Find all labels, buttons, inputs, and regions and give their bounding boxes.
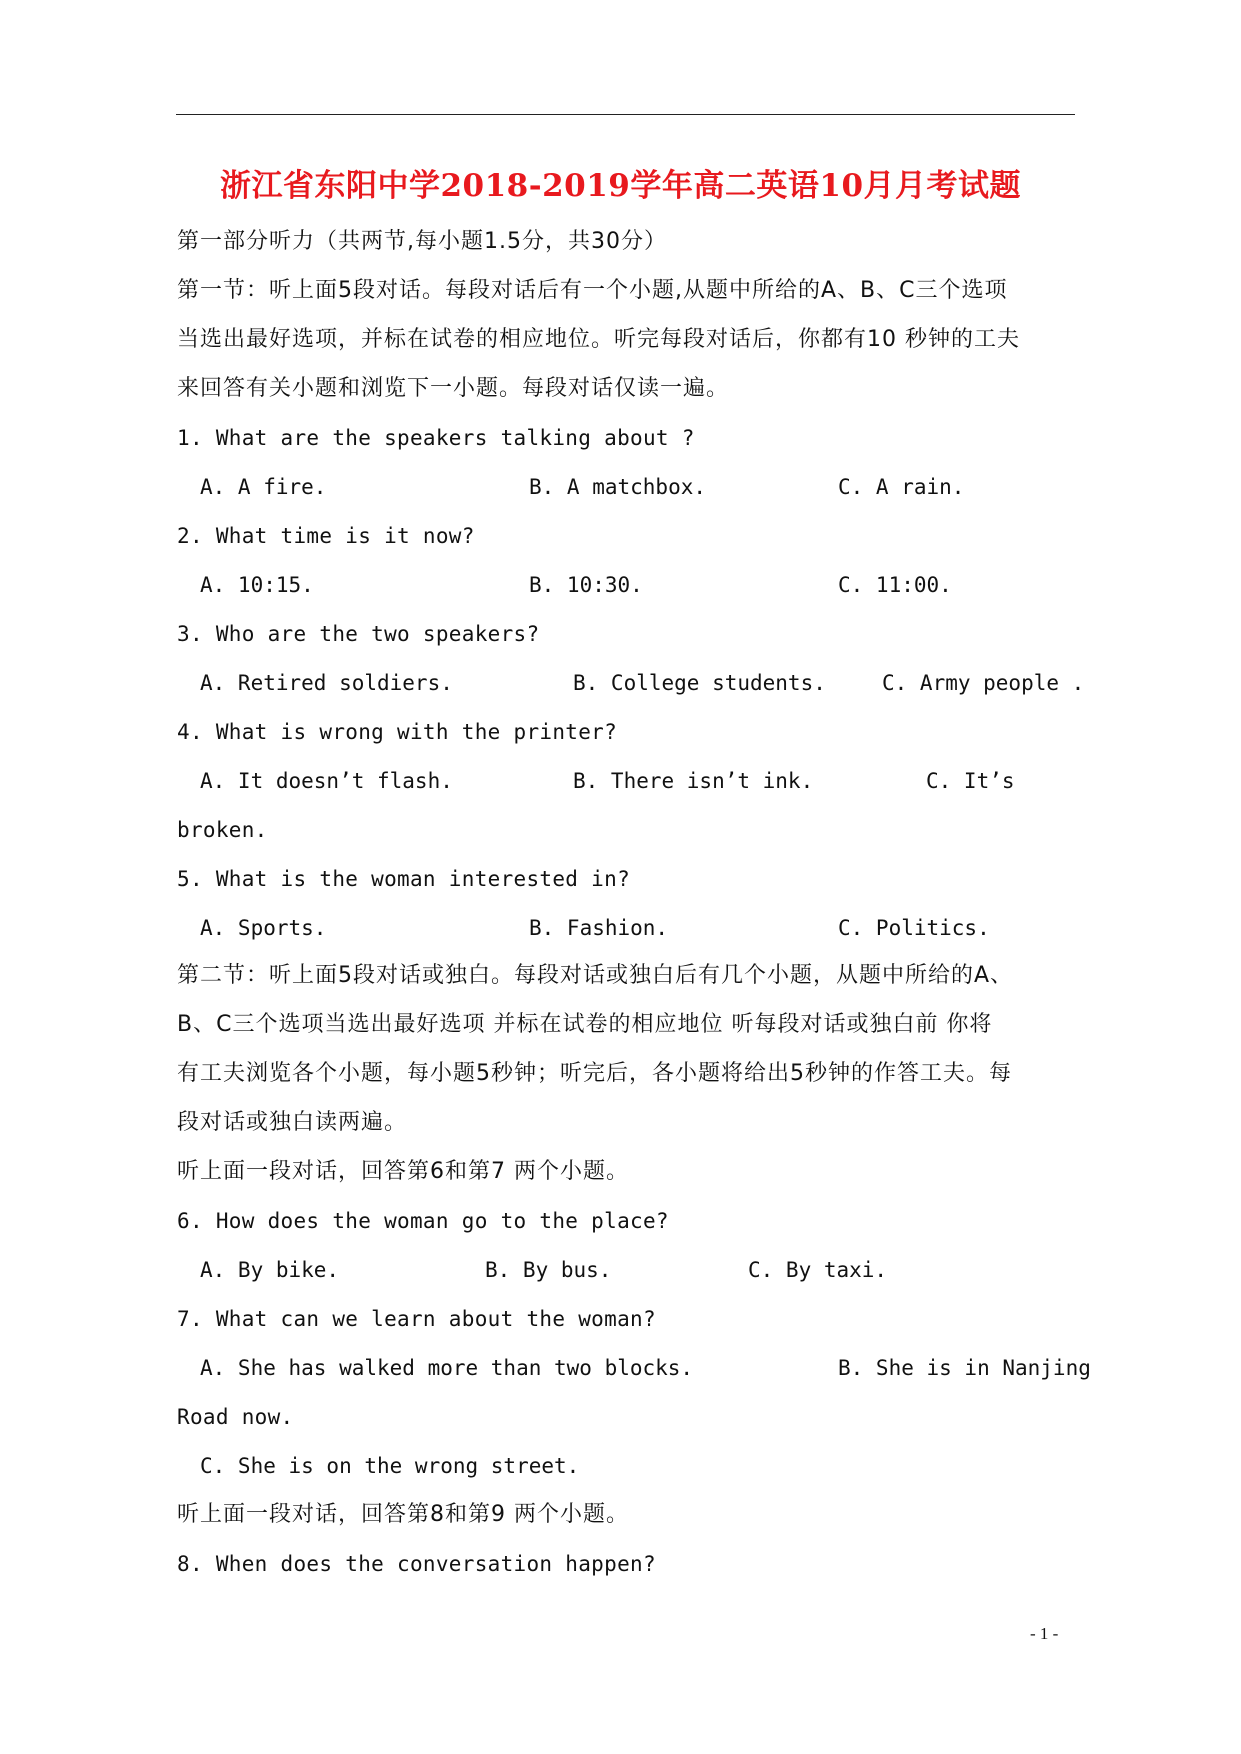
- question-7-option-c: C. She is on the wrong street.: [200, 1454, 580, 1478]
- question-3-option-b: B. College students.: [573, 671, 826, 695]
- section1-line3: 来回答有关小题和浏览下一小题。每段对话仅读一遍。: [177, 376, 730, 401]
- page-number: - 1 -: [1030, 1624, 1059, 1643]
- question-2-option-b: B. 10:30.: [529, 573, 643, 597]
- question-5-option-b: B. Fashion.: [529, 916, 669, 940]
- question-7-stem: 7. What can we learn about the woman?: [177, 1307, 656, 1331]
- header-rule: [176, 114, 1075, 115]
- question-7-option-b: B. She is in Nanjing: [838, 1356, 1091, 1380]
- question-1-stem: 1. What are the speakers talking about ?: [177, 426, 695, 450]
- instruction-questions-8-9: 听上面一段对话，回答第8和第9 两个小题。: [177, 1502, 629, 1527]
- question-2-option-a: A. 10:15.: [200, 573, 314, 597]
- part1-heading: 第一部分听力（共两节,每小题1.5分，共30分）: [177, 229, 667, 254]
- question-6-option-a: A. By bike.: [200, 1258, 340, 1282]
- question-7-option-b-continued: Road now.: [177, 1405, 294, 1429]
- section2-line1: 第二节：听上面5段对话或独白。每段对话或独白后有几个小题，从题中所给的A、: [177, 963, 1014, 988]
- question-1-option-b: B. A matchbox.: [529, 475, 707, 499]
- question-2-option-c: C. 11:00.: [838, 573, 952, 597]
- question-6-stem: 6. How does the woman go to the place?: [177, 1209, 669, 1233]
- page-title: 浙江省东阳中学2018-2019学年高二英语10月月考试题: [219, 168, 1022, 204]
- section2-line4: 段对话或独白读两遍。: [177, 1110, 408, 1135]
- question-4-option-c: C. It’s: [926, 769, 1015, 793]
- question-3-option-a: A. Retired soldiers.: [200, 671, 453, 695]
- question-7-option-a: A. She has walked more than two blocks.: [200, 1356, 694, 1380]
- question-8-stem: 8. When does the conversation happen?: [177, 1552, 656, 1576]
- question-2-stem: 2. What time is it now?: [177, 524, 475, 548]
- question-5-stem: 5. What is the woman interested in?: [177, 867, 631, 891]
- question-6-option-b: B. By bus.: [485, 1258, 612, 1282]
- question-6-option-c: C. By taxi.: [748, 1258, 888, 1282]
- question-4-option-b: B. There isn’t ink.: [573, 769, 814, 793]
- question-1-option-a: A. A fire.: [200, 475, 327, 499]
- instruction-questions-6-7: 听上面一段对话，回答第6和第7 两个小题。: [177, 1159, 629, 1184]
- section2-line2: B、C三个选项当选出最好选项 并标在试卷的相应地位 听每段对话或独白前 你将: [177, 1012, 993, 1037]
- question-4-option-c-continued: broken.: [177, 818, 268, 842]
- question-3-option-c: C. Army people .: [882, 671, 1085, 695]
- section1-line2: 当选出最好选项，并标在试卷的相应地位。听完每段对话后，你都有10 秒钟的工夫: [177, 327, 1020, 352]
- question-5-option-c: C. Politics.: [838, 916, 990, 940]
- section1-line1: 第一节：听上面5段对话。每段对话后有一个小题,从题中所给的A、B、C三个选项: [177, 278, 1008, 303]
- question-4-option-a: A. It doesn’t flash.: [200, 769, 453, 793]
- question-1-option-c: C. A rain.: [838, 475, 965, 499]
- section2-line3: 有工夫浏览各个小题，每小题5秒钟；听完后，各小题将给出5秒钟的作答工夫。每: [177, 1061, 1012, 1086]
- question-4-stem: 4. What is wrong with the printer?: [177, 720, 618, 744]
- question-5-option-a: A. Sports.: [200, 916, 327, 940]
- question-3-stem: 3. Who are the two speakers?: [177, 622, 540, 646]
